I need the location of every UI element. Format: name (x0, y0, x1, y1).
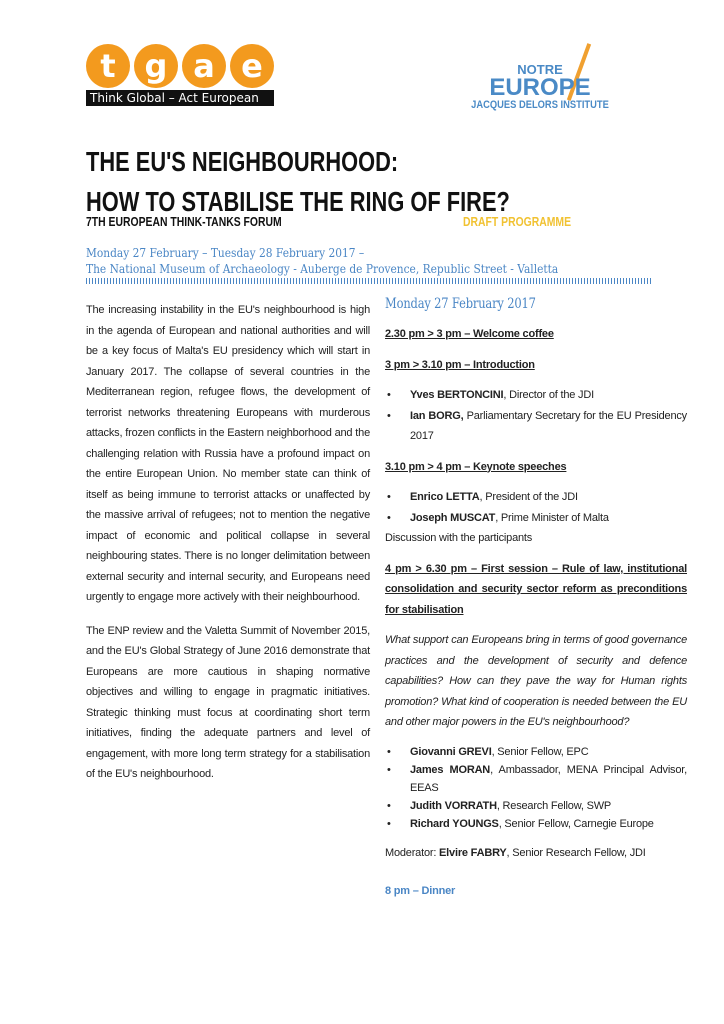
speaker-role: , President of the JDI (479, 491, 578, 503)
moderator (385, 843, 687, 864)
speaker-name: Judith VORRATH (410, 799, 497, 812)
programme-column (385, 296, 687, 902)
list-item (385, 743, 687, 761)
list-item (385, 508, 687, 529)
speaker-name: James MORAN (410, 763, 491, 776)
page-title (86, 142, 510, 222)
speaker-role: , Director of the JDI (503, 389, 594, 401)
list-item (385, 797, 687, 815)
list-item (385, 815, 687, 833)
logo-text: NOTRE (517, 62, 563, 77)
intro-paragraph: The ENP review and the Valetta Summit of November 2015, and the EU's Global Strategy of June 2016 demonstrate that Europeans are more cautious in shaping normative objectives and willing to engage in pragmatic initiatives. Strategic thinking must focus at coordinating short term initiatives, finding the adequate partners and level of engagement, with more long term strategy for a stabilisation of the EU's neighbourhood. (86, 624, 370, 780)
list-item (385, 761, 687, 797)
session-heading: 4 pm > 6.30 pm – First session – Rule of law, institutional consolidation and security sector reform as preconditions for stabilisation (385, 562, 687, 616)
moderator-role: , Senior Research Fellow, JDI (506, 846, 646, 859)
moderator-name: Elvire FABRY (439, 846, 507, 859)
logo-tagline: Think Global – Act European (86, 90, 274, 106)
speaker-role: , Prime Minister of Malta (495, 511, 609, 524)
speaker-role: , Research Fellow, SWP (496, 799, 612, 812)
intro-column (86, 300, 370, 798)
session-question: What support can Europeans bring in terms of good governance practices and the development of security and defence capabilities? How can they pave the way for Human rights promotion? What kind of cooperation is needed between the EU and other major powers in the EU's neighbourhood? (385, 634, 687, 728)
speaker-list (385, 385, 687, 447)
logo-text: JACQUES DELORS INSTITUTE (471, 99, 609, 111)
speaker-role: , Senior Fellow, EPC (491, 745, 589, 758)
dates-text: Monday 27 February – Tuesday 28 February 2017 – (86, 245, 365, 260)
event-dates (86, 245, 558, 277)
tgae-logo (86, 44, 276, 106)
intro-paragraph: The increasing instability in the EU's neighbourhood is high in the agenda of European and national authorities and will be a key focus of Malta's EU presidency which will start in January 2017. The collapse of several countries in the Mediterranean region, refugee flows, the development of terrorist networks threatening Europeans with murderous attacks, frozen conflicts in the Eastern neighborhood and the challenging relation with Russia have a profound impact on the entire European Union. No member state can think of itself as being immune to terrorist attacks or unaffected by the massive arrival of refugees; not to mention the negative impact of economic and political collapse in several neighbouring states. There is no longer delimitation between external security and internal security, and Europeans need urgently to engage more actively with their neighbourhood. (86, 304, 370, 603)
forum-subtitle: 7TH EUROPEAN THINK-TANKS FORUM (86, 214, 282, 229)
speaker-name: Ian BORG, (410, 409, 464, 422)
speaker-name: Giovanni GREVI (410, 745, 492, 758)
draft-label: DRAFT PROGRAMME (463, 214, 572, 229)
venue-text: The National Museum of Archaeology - Auberge de Provence, Republic Street - Valletta (86, 261, 559, 276)
list-item (385, 385, 687, 406)
logo-letter: t (86, 44, 130, 88)
logo-letter: e (230, 44, 274, 88)
logo-letter: a (182, 44, 226, 88)
session-note: Discussion with the participants (385, 532, 533, 544)
speaker-list (385, 743, 687, 833)
moderator-label: Moderator: (385, 846, 440, 859)
speaker-role: Parliamentary Secretary for the EU Presidency 2017 (410, 409, 687, 442)
notre-europe-logo (455, 62, 625, 111)
day-heading: Monday 27 February 2017 (385, 296, 536, 312)
list-item (385, 406, 687, 447)
title-line: HOW TO STABILISE THE RING OF FIRE? (86, 186, 510, 217)
session-heading: 3.10 pm > 4 pm – Keynote speeches (385, 460, 567, 473)
speaker-list (385, 487, 687, 528)
speaker-role: , Ambassador, MENA Principal Advisor, EEAS (410, 763, 687, 794)
list-item (385, 487, 687, 508)
title-line: THE EU'S NEIGHBOURHOOD: (86, 146, 399, 177)
speaker-name: Yves BERTONCINI (410, 389, 504, 401)
session-heading: 3 pm > 3.10 pm – Introduction (385, 358, 535, 371)
logo-letter: g (134, 44, 178, 88)
speaker-name: Richard YOUNGS (410, 817, 499, 830)
speaker-role: , Senior Fellow, Carnegie Europe (498, 817, 654, 830)
logo-text: EUROPE (489, 74, 591, 101)
dinner-item: 8 pm – Dinner (385, 885, 456, 897)
speaker-name: Enrico LETTA (410, 491, 480, 503)
session-heading: 2.30 pm > 3 pm – Welcome coffee (385, 328, 554, 340)
speaker-name: Joseph MUSCAT (410, 511, 496, 524)
divider (86, 278, 652, 284)
